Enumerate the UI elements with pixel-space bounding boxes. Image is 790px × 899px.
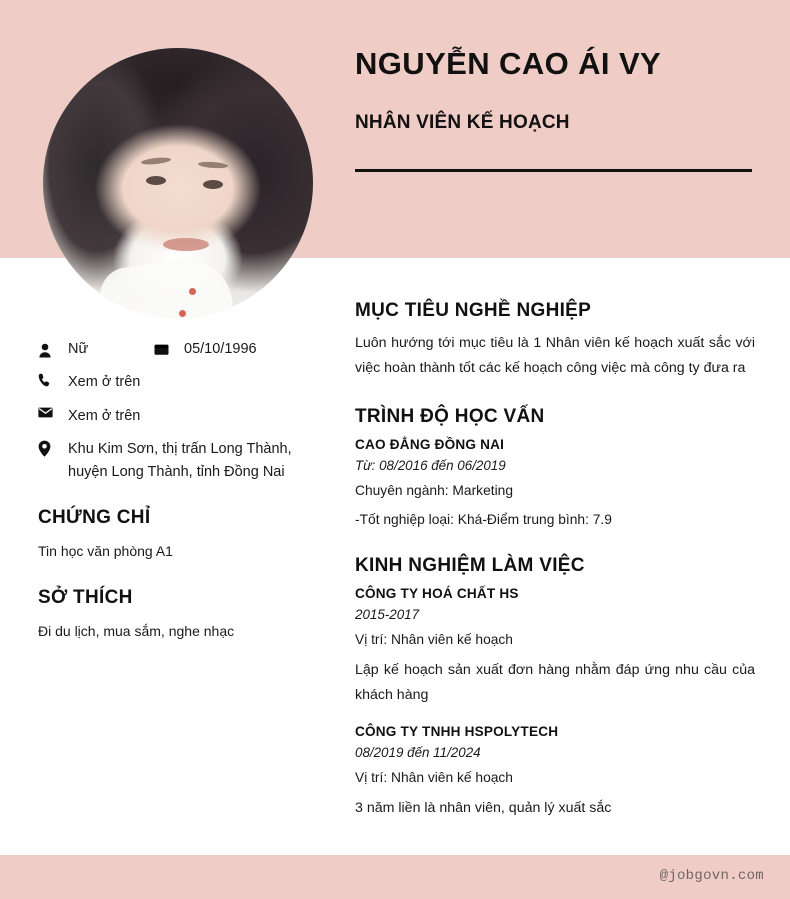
gender-value: Nữ <box>68 341 89 358</box>
section-heading-experience: KINH NGHIỆM LÀM VIỆC <box>355 554 585 576</box>
email-value: Xem ở trên <box>68 407 141 424</box>
contact-list <box>38 338 328 483</box>
section-objective <box>355 300 755 382</box>
page-title: NGUYỄN CAO ÁI VY <box>355 46 662 81</box>
birthdate-value: 05/10/1996 <box>184 341 257 357</box>
phone-icon <box>38 371 60 387</box>
avatar-detail <box>163 238 209 251</box>
experience-description: 3 năm liền là nhân viên, quản lý xuất sắc <box>355 800 612 817</box>
section-heading-education: TRÌNH ĐỘ HỌC VẤN <box>355 405 545 427</box>
avatar-detail <box>189 288 196 295</box>
education-entry <box>355 437 755 531</box>
experience-entry <box>355 724 755 821</box>
experience-entry <box>355 586 755 709</box>
card-icon <box>154 342 176 356</box>
phone-value: Xem ở trên <box>68 374 141 391</box>
experience-description: Lập kế hoạch sản xuất đơn hàng nhằm đáp ứng nhu cầu của khách hàng <box>355 661 755 704</box>
avatar-detail <box>198 161 228 169</box>
education-date: Từ: 08/2016 đến 06/2019 <box>355 457 506 473</box>
header-divider <box>355 169 752 172</box>
experience-date: 2015-2017 <box>355 606 420 622</box>
education-result: -Tốt nghiệp loại: Khá-Điểm trung bình: 7.9 <box>355 511 612 527</box>
contact-row-email <box>38 405 328 427</box>
experience-position: Vị trí: Nhân viên kế hoạch <box>355 631 513 647</box>
experience-date: 08/2019 đến 11/2024 <box>355 745 481 761</box>
footer-band <box>0 855 790 899</box>
education-major: Chuyên ngành: Marketing <box>355 482 513 498</box>
contact-row-gender-birthdate <box>38 338 328 360</box>
section-heading-objective: MỤC TIÊU NGHỀ NGHIỆP <box>355 300 592 321</box>
certificate-body: Tin học văn phòng A1 <box>38 543 173 560</box>
main-content <box>355 300 755 826</box>
avatar-detail <box>179 310 186 317</box>
contact-row-phone <box>38 371 328 393</box>
education-school: CAO ĐẲNG ĐỒNG NAI <box>355 436 505 452</box>
sidebar <box>38 338 328 643</box>
header-text-block <box>355 47 755 134</box>
section-experience <box>355 555 755 822</box>
entry-spacer <box>355 708 755 724</box>
avatar-detail <box>146 176 166 185</box>
avatar <box>43 48 313 318</box>
avatar-detail <box>203 180 223 189</box>
job-title: NHÂN VIÊN KẾ HOẠCH <box>355 112 570 134</box>
experience-position: Vị trí: Nhân viên kế hoạch <box>355 770 513 786</box>
envelope-icon <box>38 405 60 418</box>
objective-body: Luôn hướng tới mục tiêu là 1 Nhân viên kế hoạch xuất sắc với việc hoàn thành tốt các kế hoạch công việc mà công ty đưa ra <box>355 335 755 377</box>
address-value: Khu Kim Sơn, thị trấn Long Thành, huyện Long Thành, tỉnh Đồng Nai <box>68 441 292 480</box>
section-education <box>355 406 755 531</box>
contact-row-address <box>38 438 328 483</box>
hobbies-body: Đi du lịch, mua sắm, nghe nhạc <box>38 623 235 640</box>
avatar-detail <box>141 156 171 165</box>
person-icon <box>38 341 60 358</box>
watermark: @jobgovn.com <box>659 868 764 884</box>
experience-company: CÔNG TY HOÁ CHẤT HS <box>355 585 519 601</box>
section-heading-certificate: CHỨNG CHỈ <box>38 507 151 529</box>
experience-company: CÔNG TY TNHH HSPOLYTECH <box>355 724 559 740</box>
avatar-portrait <box>43 48 313 318</box>
location-pin-icon <box>38 438 60 457</box>
avatar-detail <box>97 253 235 318</box>
section-heading-hobbies: SỞ THÍCH <box>38 587 133 609</box>
